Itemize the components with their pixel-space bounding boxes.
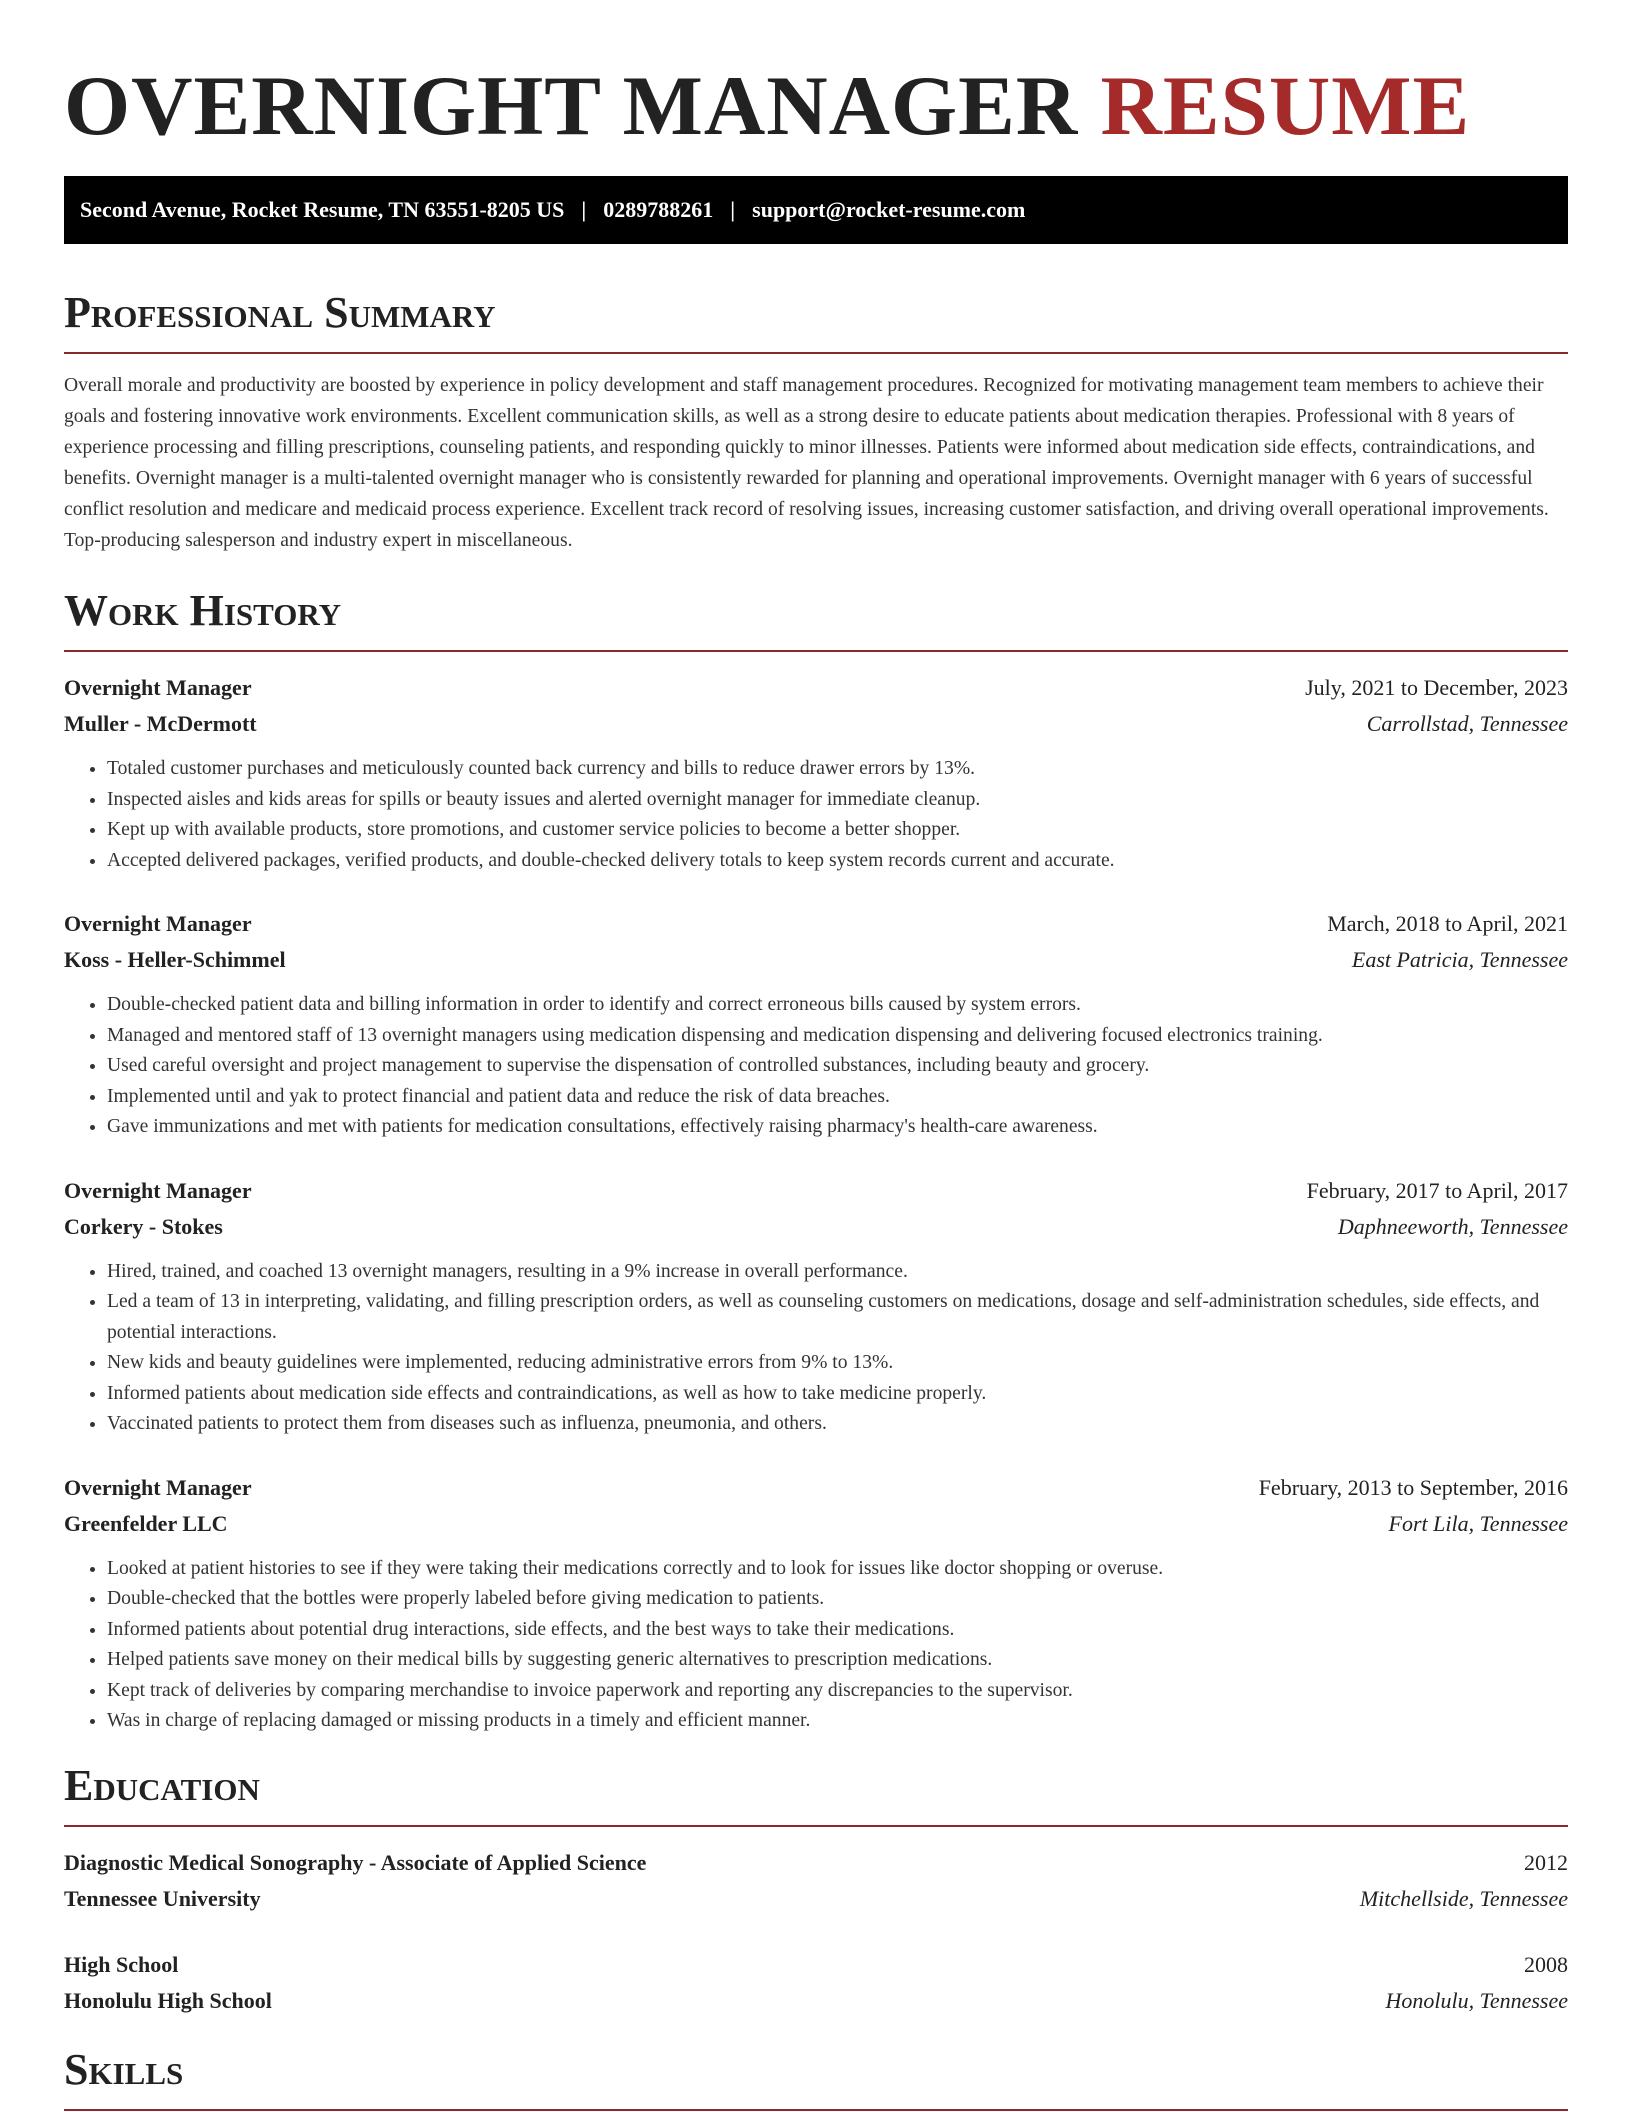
education-school: Tennessee University [64,1885,261,1911]
job-dates: February, 2013 to September, 2016 [1258,1474,1568,1500]
job-dates: February, 2017 to April, 2017 [1306,1177,1568,1203]
job-entry [64,906,1568,1143]
job-bullet: • Was in charge of replacing damaged or missing products in a timely and efficient manner. [107,1706,1568,1737]
job-bullet: • Used careful oversight and project management to supervise the dispensation of controlled substances, including beauty and grocery. [107,1051,1568,1082]
job-bullet: • Totaled customer purchases and meticulously counted back currency and bills to reduce drawer errors by 13%. [107,754,1568,785]
section-title-skills: Skills [64,2045,1568,2111]
education-year: 2012 [1524,1849,1568,1875]
job-entry [64,1470,1568,1737]
section-title-work-history: Work History [64,586,1568,652]
contact-separator: | [730,197,736,222]
education-location: Mitchellside, Tennessee [1359,1885,1568,1911]
education-degree: Diagnostic Medical Sonography - Associate of Applied Science [64,1849,647,1875]
job-location: Daphneeworth, Tennessee [1337,1213,1568,1239]
job-company: Corkery - Stokes [64,1213,223,1239]
job-bullet: • Helped patients save money on their medical bills by suggesting generic alternatives to prescription medications. [107,1645,1568,1676]
job-bullet: • Double-checked that the bottles were properly labeled before giving medication to patients. [107,1584,1568,1615]
title-accent: RESUME [1100,59,1471,153]
job-dates: March, 2018 to April, 2021 [1327,911,1568,936]
job-bullet: • Led a team of 13 in interpreting, validating, and filling prescription orders, as well as counseling customers on medications, dosage and self-administration schedules, side effects, and potential interactions. [107,1287,1568,1348]
job-bullets [64,1554,1568,1737]
job-bullet: • Looked at patient histories to see if they were taking their medications correctly and to look for issues like doctor shopping or overuse. [107,1554,1568,1585]
job-bullets [64,754,1568,876]
contact-email: support@rocket-resume.com [752,197,1026,222]
section-title-education: Education [64,1761,1568,1827]
job-bullet: • Vaccinated patients to protect them from diseases such as influenza, pneumonia, and others. [107,1409,1568,1440]
job-bullet: • New kids and beauty guidelines were implemented, reducing administrative errors from 9% to 13%. [107,1348,1568,1379]
job-title: Overnight Manager [64,911,252,936]
job-location: Fort Lila, Tennessee [1388,1510,1568,1536]
job-bullet: • Kept track of deliveries by comparing merchandise to invoice paperwork and reporting any discrepancies to the supervisor. [107,1676,1568,1707]
job-bullets [64,1257,1568,1440]
job-bullet: • Informed patients about medication side effects and contraindications, as well as how to take medicine properly. [107,1379,1568,1410]
job-title: Overnight Manager [64,675,252,700]
job-bullet: • Managed and mentored staff of 13 overnight managers using medication dispensing and medication dispensing and delivering focused electronics training. [107,1021,1568,1052]
job-bullet: • Double-checked patient data and billing information in order to identify and correct erroneous bills caused by system errors. [107,990,1568,1021]
job-bullet: • Accepted delivered packages, verified products, and double-checked delivery totals to keep system records current and accurate. [107,846,1568,877]
job-entry [64,1173,1568,1440]
job-company: Muller - McDermott [64,711,257,736]
education-entry [64,1845,1568,1917]
job-location: Carrollstad, Tennessee [1366,711,1568,736]
contact-bar [64,176,1568,244]
job-dates: July, 2021 to December, 2023 [1305,675,1568,700]
education-entry [64,1947,1568,2019]
job-company: Greenfelder LLC [64,1510,228,1536]
education-degree: High School [64,1951,179,1977]
job-title: Overnight Manager [64,1474,252,1500]
education-year: 2008 [1524,1951,1568,1977]
contact-separator: | [581,197,587,222]
section-title-summary: Professional Summary [64,288,1568,354]
job-location: East Patricia, Tennessee [1351,947,1568,972]
job-bullet: • Gave immunizations and met with patients for medication consultations, effectively raising pharmacy's health-care awareness. [107,1112,1568,1143]
title-main: OVERNIGHT MANAGER [64,59,1079,153]
job-bullet: • Kept up with available products, store promotions, and customer service policies to become a better shopper. [107,815,1568,846]
contact-address: Second Avenue, Rocket Resume, TN 63551-8205 US [80,197,565,222]
job-bullet: • Hired, trained, and coached 13 overnight managers, resulting in a 9% increase in overall performance. [107,1257,1568,1288]
education-location: Honolulu, Tennessee [1385,1987,1568,2013]
professional-summary: Overall morale and productivity are boosted by experience in policy development and staff management procedures. Recognized for motivating management team members to achieve their goals and fostering innovative work environments. Excellent communication skills, as well as a strong desire to educate patients about medication therapies. Professional with 8 years of experience processing and filling prescriptions, counseling patients, and responding quickly to minor illnesses. Patients were informed about medication side effects, contraindications, and benefits. Overnight manager is a multi-talented overnight manager who is consistently rewarded for planning and operational improvements. Overnight manager with 6 years of successful conflict resolution and medicare and medicaid process experience. Excellent track record of resolving issues, increasing customer satisfaction, and driving overall operational improvements. Top-producing salesperson and industry expert in miscellaneous. [64,375,1549,551]
job-bullet: • Informed patients about potential drug interactions, side effects, and the best ways to take their medications. [107,1615,1568,1646]
job-bullet: • Implemented until and yak to protect financial and patient data and reduce the risk of data breaches. [107,1082,1568,1113]
job-bullets [64,990,1568,1143]
job-entry [64,670,1568,876]
contact-phone: 0289788261 [603,197,714,222]
job-bullet: • Inspected aisles and kids areas for spills or beauty issues and alerted overnight manager for immediate cleanup. [107,785,1568,816]
education-school: Honolulu High School [64,1987,272,2013]
job-company: Koss - Heller-Schimmel [64,947,286,972]
job-title: Overnight Manager [64,1177,252,1203]
resume-title [64,56,1568,156]
